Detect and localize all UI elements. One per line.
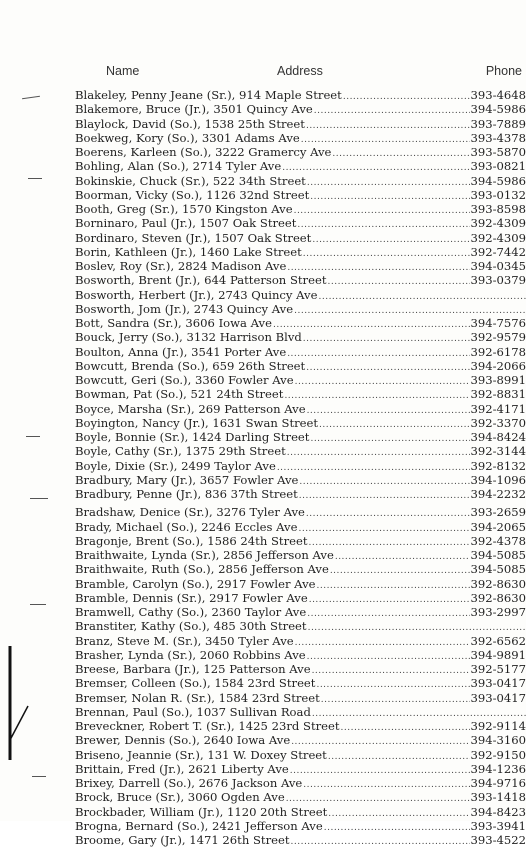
entry-line [75,605,526,619]
entry-name-address: Bosworth, Herbert (Jr.), 2743 Quincy Ave [75,287,318,302]
entry-name-address: Breveckner, Robert T. (Sr.), 1425 23rd Street [75,719,340,733]
entry-name-address: Boyce, Marsha (Sr.), 269 Patterson Ave [75,401,306,416]
entry-name-address: Boyington, Nancy (Jr.), 1631 Swan Street [75,415,319,430]
leader-dots [290,764,471,776]
leader-dots [306,119,470,131]
list-item [75,459,526,473]
entry-phone: 392-6562 [470,633,526,648]
list-item [75,605,526,619]
entry-line [75,202,526,216]
margin-mark [30,604,46,605]
leader-dots [303,778,470,790]
entry-phone: 392-9114 [470,719,526,733]
leader-dots [330,564,471,576]
leader-dots [308,621,526,633]
entry-name-address: Boslev, Roy (Sr.), 2824 Madison Ave [75,259,287,273]
list-item [75,733,526,747]
list-item [75,473,526,487]
list-item [75,562,526,576]
entry-phone: 393-2997 [470,605,526,619]
margin-mark [32,776,46,777]
entry-name-address: Bragonje, Brent (So.), 1586 24th Street [75,533,308,548]
entry-line [75,373,526,387]
entry-name-address: Bott, Sandra (Sr.), 3606 Iowa Ave [75,316,272,330]
list-item [75,705,526,719]
list-item [75,288,526,302]
list-item [75,330,526,344]
list-item [75,273,526,287]
entry-phone: 392-8630 [470,576,526,591]
entry-name-address: Brewer, Dennis (So.), 2640 Iowa Ave [75,733,291,748]
entry-line [75,733,526,747]
list-item [75,662,526,676]
entry-line [75,619,526,633]
entry-name-address: Blakeley, Penny Jeane (Sr.), 914 Maple Street [75,88,342,102]
leader-dots [312,707,526,719]
entry-phone: 392-8630 [470,590,526,605]
list-item [75,159,526,173]
name-column-heading: Name [106,64,140,78]
entry-line [75,117,526,131]
entry-name-address: Bowcutt, Geri (So.), 3360 Fowler Ave [75,373,294,387]
leader-dots [310,432,470,444]
entry-line [75,648,526,662]
leader-dots [303,247,471,259]
leader-dots [294,304,526,316]
entry-name-address: Bosworth, Brent (Jr.), 644 Patterson Street [75,273,327,288]
entry-name-address: Boerens, Karleen (So.), 3222 Gramercy Ave [75,145,332,159]
leader-dots [294,204,471,216]
list-item [75,762,526,776]
entry-phone: 394-2066 [470,358,526,373]
entry-line [75,416,526,430]
leader-dots [284,389,470,401]
leader-dots [327,275,470,287]
list-item [75,359,526,373]
leader-dots [303,332,471,344]
entry-phone: 393-0417 [470,676,526,691]
list-item [75,676,526,690]
list-item [75,387,526,401]
entry-phone: 392-9150 [470,747,526,762]
margin-mark [30,498,48,499]
leader-dots [309,593,471,605]
entry-name-address: Brittain, Fred (Jr.), 2621 Liberty Ave [75,761,289,776]
entry-phone: 394-5085 [470,548,526,562]
leader-dots [287,261,470,273]
list-item [75,402,526,416]
entry-phone: 394-1096 [470,472,526,487]
leader-dots [307,176,471,188]
list-item [75,259,526,273]
entry-name-address: Bremser, Colleen (So.), 1584 23rd Street [75,676,316,691]
leader-dots [316,678,470,690]
list-item [75,505,526,519]
entry-line [75,145,526,159]
entry-name-address: Boyle, Dixie (Sr.), 2499 Taylor Ave [75,458,276,473]
list-item [75,691,526,705]
leader-dots [291,835,471,847]
entry-line [75,487,526,501]
leader-dots [298,522,470,534]
entry-line [75,833,526,847]
entry-name-address: Bramble, Carolyn (So.), 2917 Fowler Ave [75,576,316,591]
entry-phone: 392-4309 [470,216,526,231]
entry-phone: 394-5085 [470,562,526,577]
entry-phone: 393-0821 [470,159,526,174]
entry-phone: 392-4171 [470,401,526,416]
entry-line [75,245,526,259]
entry-phone: 392-3370 [470,415,526,430]
entry-line [75,345,526,359]
entry-line [75,430,526,444]
leader-dots [310,190,470,202]
leader-dots [287,347,470,359]
entry-line [75,748,526,762]
address-column-heading: Address [277,64,323,78]
entry-name-address: Brady, Michael (So.), 2246 Eccles Ave [75,519,298,534]
list-item [75,648,526,662]
leader-dots [299,475,470,487]
entry-line [75,562,526,576]
entry-line [75,402,526,416]
entry-name-address: Bohling, Alan (So.), 2714 Tyler Ave [75,159,282,174]
entry-phone: 394-8423 [470,804,526,819]
list-item [75,619,526,633]
entry-name-address: Branstiter, Kathy (So.), 485 30th Street [75,619,307,634]
list-item [75,790,526,804]
entry-phone: 394-9891 [470,647,526,662]
entry-phone: 394-5986 [470,173,526,188]
leader-dots [341,721,471,733]
entry-name-address: Bramwell, Cathy (So.), 2360 Taylor Ave [75,605,307,619]
entry-line [75,691,526,705]
leader-dots [318,290,526,302]
list-item [75,748,526,762]
list-item [75,302,526,316]
entry-phone: 392-7442 [470,244,526,259]
entry-line [75,102,526,116]
entry-phone: 394-0345 [470,259,526,273]
leader-dots [343,90,471,102]
entry-line [75,231,526,245]
leader-dots [312,233,470,245]
entry-line [75,534,526,548]
entry-line [75,444,526,458]
list-item [75,373,526,387]
entry-name-address: Bokinskie, Chuck (Sr.), 522 34th Street [75,173,306,188]
entry-line [75,591,526,605]
entry-name-address: Braithwaite, Lynda (Sr.), 2856 Jefferson Ave [75,548,334,562]
list-item [75,102,526,116]
entry-phone: 393-3941 [470,818,526,833]
list-item [75,719,526,733]
list-item [75,534,526,548]
entry-line [75,705,526,719]
leader-dots [306,361,470,373]
entry-phone: 392-9579 [470,330,526,345]
list-item [75,145,526,159]
entry-phone: 394-5986 [470,102,526,117]
list-item [75,216,526,230]
entry-line [75,790,526,804]
leader-dots [314,104,471,116]
entry-name-address: Bowman, Pat (So.), 521 24th Street [75,387,284,402]
entry-phone: 392-8132 [470,458,526,473]
directory-list [75,88,526,847]
entry-name-address: Bordinaro, Steven (Jr.), 1507 Oak Street [75,230,312,245]
entry-phone: 393-8991 [470,373,526,387]
entry-line [75,776,526,790]
list-item [75,202,526,216]
entry-name-address: Borin, Kathleen (Jr.), 1460 Lake Street [75,244,302,259]
entry-line [75,288,526,302]
entry-phone: 394-8424 [470,430,526,444]
list-item [75,634,526,648]
margin-mark [26,436,40,437]
leader-dots [328,807,470,819]
entry-name-address: Brock, Bruce (Sr.), 3060 Ogden Ave [75,790,285,805]
leader-dots [282,161,470,173]
list-item [75,577,526,591]
entry-line [75,302,526,316]
entry-name-address: Bosworth, Jom (Jr.), 2743 Quincy Ave [75,301,294,316]
entry-line [75,88,526,102]
list-item [75,131,526,145]
entry-line [75,719,526,733]
entry-phone: 393-5870 [470,145,526,159]
margin-mark [22,96,40,99]
entry-line [75,520,526,534]
leader-dots [316,579,470,591]
entry-line [75,762,526,776]
margin-bracket-mark [6,644,30,764]
list-item [75,416,526,430]
entry-line [75,387,526,401]
entry-phone: 393-1418 [470,790,526,805]
entry-line [75,805,526,819]
leader-dots [324,821,471,833]
leader-dots [307,607,470,619]
list-item [75,430,526,444]
entry-line [75,174,526,188]
entry-name-address: Borninaro, Paul (Jr.), 1507 Oak Street [75,216,297,231]
leader-dots [309,536,471,548]
leader-dots [328,750,471,762]
leader-dots [321,693,471,705]
leader-dots [307,404,471,416]
list-item [75,591,526,605]
list-item [75,548,526,562]
entry-line [75,676,526,690]
entry-phone: 393-4378 [470,130,526,145]
entry-line [75,505,526,519]
entry-phone: 394-7576 [470,316,526,330]
entry-phone: 394-1236 [470,761,526,776]
entry-phone: 392-4309 [470,230,526,245]
entry-name-address: Brasher, Lynda (Sr.), 2060 Robbins Ave [75,647,306,662]
entry-phone: 393-0379 [470,273,526,288]
entry-name-address: Boulton, Anna (Jr.), 3541 Porter Ave [75,344,287,359]
entry-line [75,188,526,202]
leader-dots [312,664,471,676]
list-item [75,345,526,359]
entry-line [75,634,526,648]
entry-phone: 393-4648 [470,88,526,102]
entry-phone: 393-0417 [470,690,526,705]
list-item [75,88,526,102]
entry-line [75,273,526,287]
entry-name-address: Bradshaw, Denice (Sr.), 3276 Tyler Ave [75,505,305,520]
entry-name-address: Breese, Barbara (Jr.), 125 Patterson Ave [75,662,311,676]
entry-name-address: Brixey, Darrell (So.), 2676 Jackson Ave [75,776,303,790]
entry-name-address: Bramble, Dennis (Sr.), 2917 Fowler Ave [75,590,308,605]
entry-line [75,316,526,330]
list-item [75,245,526,259]
entry-phone: 393-7889 [470,116,526,131]
entry-phone: 393-8598 [470,202,526,216]
entry-line [75,259,526,273]
entry-phone: 393-4522 [470,833,526,847]
entry-name-address: Bouck, Jerry (So.), 3132 Harrison Blvd [75,330,302,345]
leader-dots [286,792,471,804]
entry-phone: 393-2659 [470,505,526,520]
entry-line [75,330,526,344]
list-item [75,833,526,847]
leader-dots [297,218,470,230]
entry-name-address: Blakemore, Bruce (Jr.), 3501 Quincy Ave [75,102,313,117]
entry-name-address: Booth, Greg (Sr.), 1570 Kingston Ave [75,202,293,216]
entry-name-address: Braithwaite, Ruth (So.), 2856 Jefferson Ave [75,562,329,577]
entry-name-address: Boyle, Bonnie (Sr.), 1424 Darling Street [75,430,310,444]
leader-dots [301,133,471,145]
entry-phone: 392-3144 [470,444,526,459]
entry-name-address: Boekweg, Kory (So.), 3301 Adams Ave [75,130,300,145]
phone-column-heading: Phone [485,64,522,78]
list-item [75,520,526,534]
list-item [75,805,526,819]
entry-name-address: Boyle, Cathy (Sr.), 1375 29th Street [75,444,286,459]
entry-line [75,159,526,173]
entry-line [75,459,526,473]
leader-dots [335,550,471,562]
leader-dots [273,318,470,330]
entry-line [75,216,526,230]
leader-dots [299,489,471,501]
entry-phone: 393-0132 [470,187,526,202]
list-item [75,776,526,790]
entry-line [75,359,526,373]
entry-phone: 392-5177 [470,662,526,676]
entry-phone: 394-3160 [470,733,526,748]
column-header [0,64,526,80]
entry-phone: 394-2065 [470,519,526,534]
leader-dots [307,650,471,662]
entry-phone: 394-9716 [470,776,526,790]
entry-name-address: Bradbury, Mary (Jr.), 3657 Fowler Ave [75,472,299,487]
list-item [75,231,526,245]
entry-line [75,577,526,591]
entry-name-address: Branz, Steve M. (Sr.), 3450 Tyler Ave [75,633,294,648]
entry-name-address: Bowcutt, Brenda (So.), 659 26th Street [75,358,306,373]
entry-phone: 392-8831 [470,387,526,402]
leader-dots [295,375,471,387]
leader-dots [291,735,470,747]
entry-name-address: Broome, Gary (Jr.), 1471 26th Street [75,833,290,847]
list-item [75,174,526,188]
entry-phone: 394-2232 [470,487,526,501]
entry-line [75,662,526,676]
leader-dots [306,507,471,519]
leader-dots [332,147,470,159]
entry-name-address: Bremser, Nolan R. (Sr.), 1584 23rd Street [75,690,320,705]
list-item [75,316,526,330]
entry-name-address: Brennan, Paul (So.), 1037 Sullivan Road [75,704,311,719]
entry-line [75,131,526,145]
entry-name-address: Bradbury, Penne (Jr.), 836 37th Street [75,487,298,501]
entry-phone: 392-6178 [470,344,526,359]
leader-dots [295,636,471,648]
entry-line [75,473,526,487]
entry-name-address: Briseno, Jeannie (Sr.), 131 W. Doxey Street [75,747,327,762]
entry-name-address: Boorman, Vicky (So.), 1126 32nd Street [75,187,310,202]
entry-name-address: Brogna, Bernard (So.), 2421 Jefferson Ave [75,818,323,833]
entry-line [75,548,526,562]
entry-name-address: Brockbader, William (Jr.), 1120 20th Street [75,804,328,819]
list-item [75,444,526,458]
entry-phone: 392-4378 [470,533,526,548]
list-item [75,487,526,501]
leader-dots [287,446,471,458]
margin-mark [28,178,42,179]
leader-dots [319,418,470,430]
list-item [75,188,526,202]
entry-name-address: Blaylock, David (So.), 1538 25th Street [75,116,305,131]
list-item [75,117,526,131]
leader-dots [277,461,471,473]
